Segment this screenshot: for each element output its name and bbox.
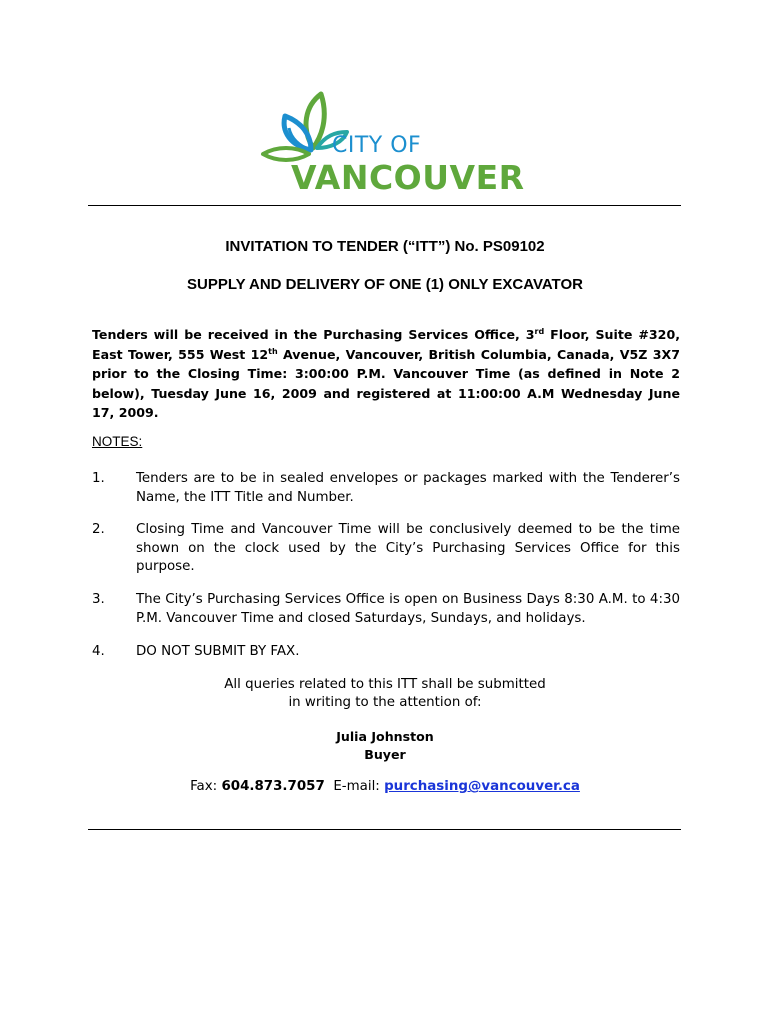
queries-line-1: All queries related to this ITT shall be submitted bbox=[224, 677, 546, 692]
document-subtitle: SUPPLY AND DELIVERY OF ONE (1) ONLY EXCAVATOR bbox=[187, 276, 583, 293]
logo-text-city-of: CITY OF bbox=[332, 133, 422, 158]
intro-text-part3: Avenue, Vancouver, British Columbia, Canada, V5Z 3X7 prior to the Closing Time: 3:00:00 P.M. Vancouver Time (as defined in Note 2 below), Tuesday June 16, 2009 and registered at 11:00:00 A.M Wednesday June 17, 2009. bbox=[92, 346, 680, 421]
note-number: 3. bbox=[92, 592, 105, 607]
intro-text-part1: Tenders will be received in the Purchasing Services Office, 3 bbox=[92, 327, 535, 342]
intro-superscript-th: th bbox=[268, 346, 278, 356]
intro-superscript-rd: rd bbox=[534, 326, 545, 336]
note-number: 4. bbox=[92, 644, 105, 659]
note-number: 1. bbox=[92, 471, 105, 486]
contact-line bbox=[0, 779, 770, 794]
email-label: E-mail: bbox=[333, 779, 385, 794]
header-divider bbox=[88, 205, 681, 206]
email-link[interactable]: purchasing@vancouver.ca bbox=[384, 779, 580, 794]
logo-text-vancouver: VANCOUVER bbox=[291, 158, 525, 197]
fax-number: 604.873.7057 bbox=[221, 779, 325, 794]
footer-divider bbox=[88, 829, 681, 830]
note-number: 2. bbox=[92, 522, 105, 537]
notes-heading: NOTES: bbox=[92, 434, 143, 449]
note-text: DO NOT SUBMIT BY FAX. bbox=[136, 644, 300, 659]
buyer-name: Julia Johnston bbox=[336, 729, 434, 744]
note-text: The City’s Purchasing Services Office is open on Business Days 8:30 A.M. to 4:30 P.M. Vancouver Time and closed Saturdays, Sundays, and holidays. bbox=[136, 592, 680, 626]
buyer-role: Buyer bbox=[364, 747, 406, 762]
note-text: Tenders are to be in sealed envelopes or packages marked with the Tenderer’s Name, the ITT Title and Number. bbox=[136, 471, 680, 505]
queries-line-2: in writing to the attention of: bbox=[288, 695, 482, 710]
document-title: INVITATION TO TENDER (“ITT”) No. PS09102 bbox=[225, 238, 545, 255]
intro-paragraph bbox=[92, 325, 680, 423]
note-text: Closing Time and Vancouver Time will be conclusively deemed to be the time shown on the clock used by the City’s Purchasing Services Office for this purpose. bbox=[136, 522, 680, 574]
intro-text-part2: Floor, Suite #320, East Tower, 555 West 12 bbox=[92, 327, 680, 362]
city-of-vancouver-logo bbox=[255, 88, 525, 198]
fax-label: Fax: bbox=[190, 779, 222, 794]
